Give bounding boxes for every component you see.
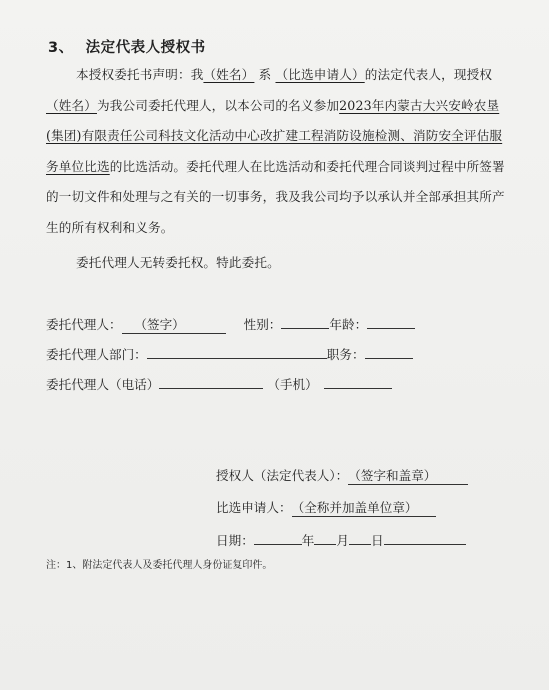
mobile-field[interactable] [324,374,392,389]
dept-label: 委托代理人部门： [46,347,147,362]
date-trailing-line [384,530,466,545]
age-field[interactable] [367,314,415,329]
date-row [216,530,466,550]
agent-signature-field[interactable] [122,317,226,334]
project-name: 2023年内蒙古大兴安岭农垦(集团)有限责任公司科技文化活动中心改扩建工程消防设施检测、消防安全评估服务单位比选 [46,97,503,174]
section-number: 3、 [48,40,74,56]
day-label: 日 [370,533,384,548]
statement-text: 委托代理人无转委托权。特此委托。 [76,255,280,270]
day-field[interactable] [349,530,371,545]
no-subdelegation-statement [46,248,506,279]
applicant-placeholder: （比选申请人） [275,67,365,82]
name-placeholder: （姓名） [203,67,255,82]
statement-text: 为我公司委托代理人，以本公司的名义参加 [96,97,340,113]
applicant-seal-hint: （全称并加盖单位章） [291,500,418,515]
position-label: 职务： [326,347,365,362]
month-field[interactable] [314,530,336,545]
year-label: 年 [301,533,315,548]
agent-phone-row [46,374,392,394]
statement-text: 系 [258,67,272,82]
date-label: 日期： [216,533,254,548]
agent-dept-row [46,344,413,364]
authorization-statement [46,60,506,243]
mobile-label: （手机） [267,377,318,392]
applicant-seal-field[interactable] [292,500,436,517]
statement-text: 的法定代表人，现授权 [364,67,493,82]
authorizer-row [216,466,468,486]
authorizer-signature-field[interactable] [348,468,468,485]
section-heading [48,36,206,57]
year-field[interactable] [254,530,302,545]
applicant-label: 比选申请人： [216,500,292,515]
statement-text: 本授权委托书声明：我 [76,67,204,82]
age-label: 年龄： [329,317,368,332]
agent-info-row [46,314,415,334]
agent-name-placeholder: （姓名） [46,97,97,113]
agent-label: 委托代理人： [46,317,122,332]
gender-field[interactable] [281,314,329,329]
dept-field[interactable] [147,344,327,359]
phone-field[interactable] [159,374,263,389]
footnote: 注：1、附法定代表人及委托代理人身份证复印件。 [46,560,273,571]
gender-label: 性别： [243,317,282,332]
applicant-row [216,498,436,518]
position-field[interactable] [365,344,413,359]
authorizer-signature-hint: （签字和盖章） [348,468,437,483]
authorizer-label: 授权人（法定代表人）： [216,468,349,483]
month-label: 月 [336,533,349,548]
statement-text: 的比选活动。委托代理人在比选活动和委托代理合同谈判过程中所签署的一切文件和处理与之有关的一切事务，我及我公司均予以承认并全部承担其所产生的所有权利和义务。 [46,158,505,235]
phone-label: 委托代理人（电话） [46,377,160,392]
agent-signature-hint: （签字） [134,317,185,332]
section-title: 法定代表人授权书 [85,40,206,56]
